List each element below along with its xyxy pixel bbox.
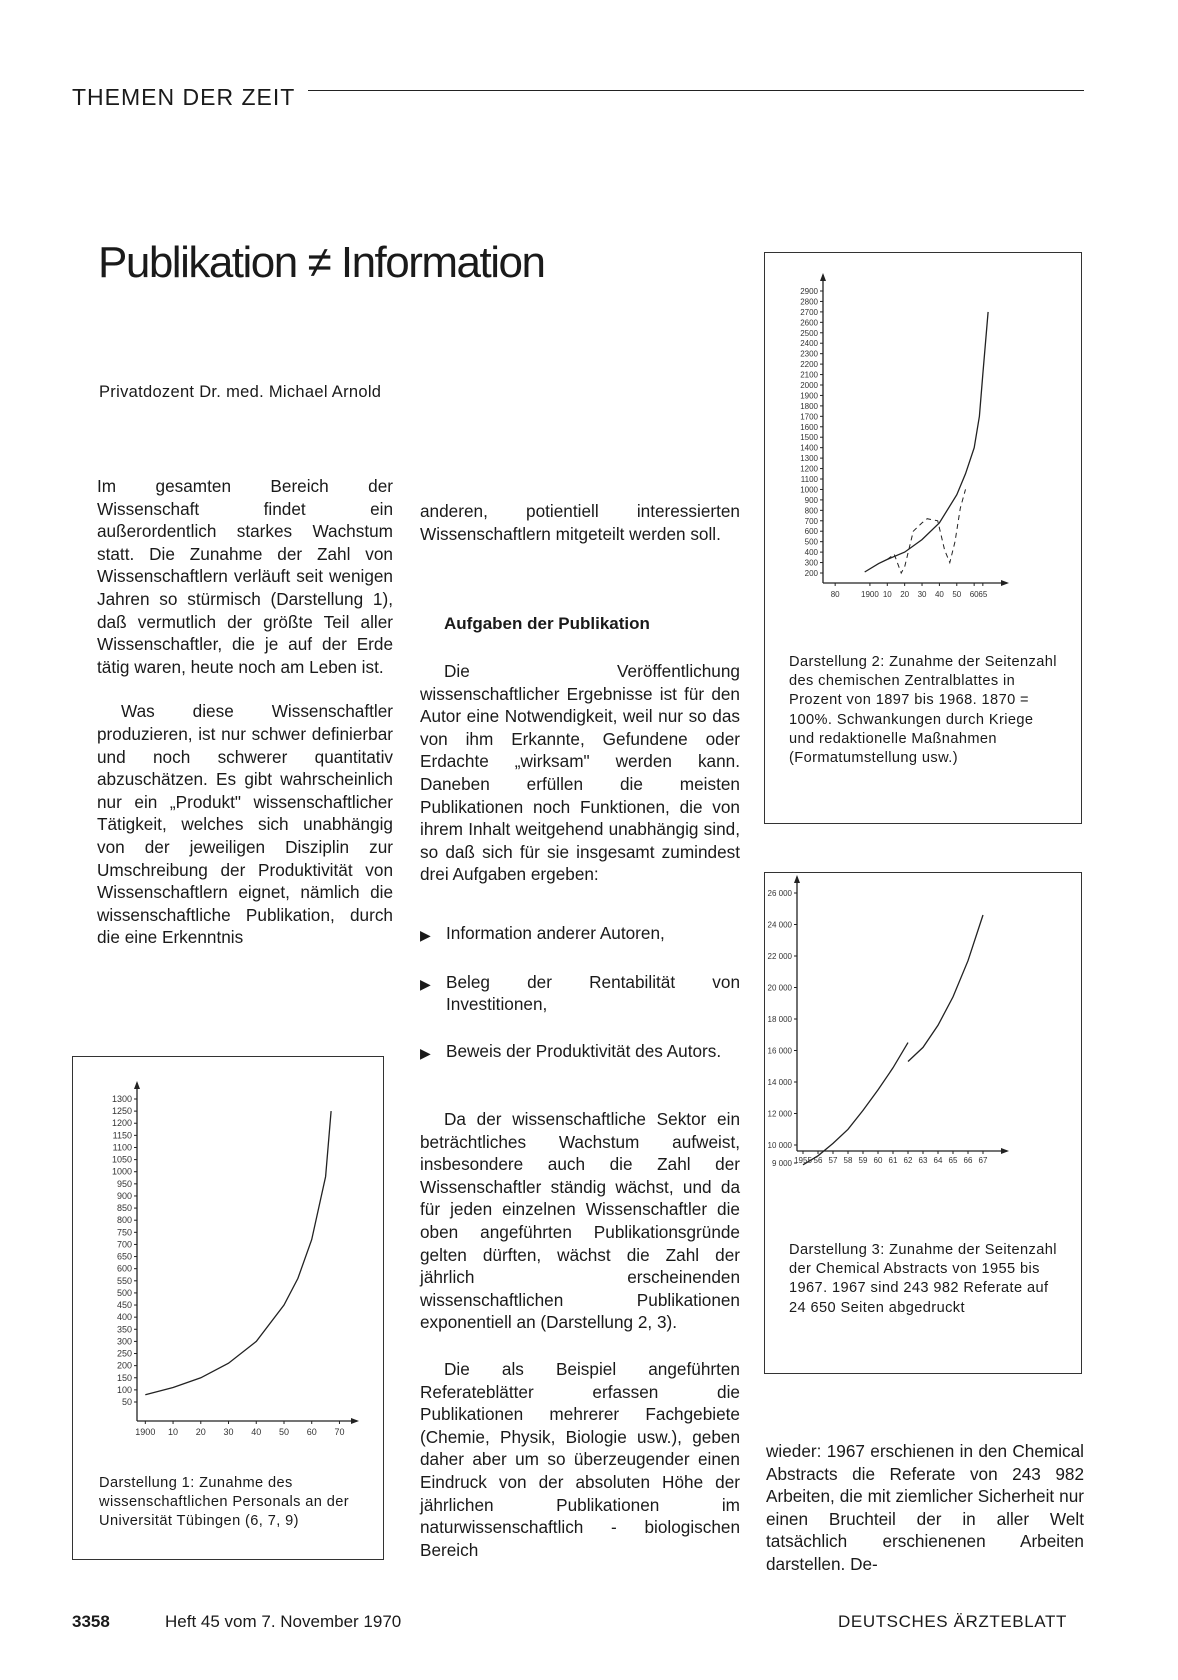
x-tick-label: 1955: [794, 1156, 812, 1165]
y-tick-label: 26 000: [767, 889, 792, 898]
x-tick-label: 66: [963, 1156, 973, 1165]
column-2-top: [420, 500, 740, 545]
y-tick-label: 250: [116, 1348, 132, 1359]
y-tick-label: 1600: [800, 422, 818, 432]
figure-1: [72, 1056, 384, 1560]
y-tick-label: 300: [116, 1336, 132, 1347]
x-tick-label: 60: [969, 590, 979, 599]
figure-3-caption: Darstellung 3: Zunahme der Seitenzahl der Chemical Abstracts von 1955 bis 1967. 1967 sind 243 982 Referate auf 24 650 Seiten abgedruckt: [789, 1242, 1057, 1316]
x-tick-label: 62: [903, 1156, 913, 1165]
y-tick-label: 1000: [111, 1166, 132, 1177]
y-tick-label: 550: [116, 1275, 132, 1286]
y-tick-label: 9 000: [771, 1159, 792, 1168]
triangle-bullet-icon: ▶: [420, 975, 431, 992]
list-item: [420, 971, 740, 1016]
x-tick-label: 59: [858, 1156, 868, 1165]
list-item-text: Beweis der Produktivität des Autors.: [446, 1040, 722, 1061]
chart-1: [73, 1057, 383, 1467]
y-axis-arrow-icon: [134, 1081, 140, 1089]
y-tick-label: 18 000: [767, 1015, 792, 1024]
series-line: [803, 1043, 908, 1165]
x-tick-label: 10: [882, 590, 892, 599]
x-axis-arrow-icon: [1001, 580, 1009, 586]
x-tick-label: 63: [918, 1156, 928, 1165]
y-tick-label: 1400: [800, 443, 818, 453]
y-tick-label: 2800: [800, 297, 818, 307]
column-3-bottom: [766, 1440, 1084, 1576]
y-tick-label: 12 000: [767, 1109, 792, 1119]
y-tick-label: 1050: [111, 1154, 132, 1165]
author-line: Privatdozent Dr. med. Michael Arnold: [99, 383, 382, 401]
x-tick-label: 30: [223, 1427, 234, 1437]
figure-3: [764, 872, 1082, 1374]
y-tick-label: 1800: [800, 401, 818, 411]
paragraph: Die als Beispiel angeführten Referateblätter erfassen die Publikationen mehrerer Fachgebiete (Chemie, Physik, Biologie usw.), geben daher aber um so überzeugender einen Eindruck von der absoluten Höhe der jährlichen Publikationen im naturwissenschaftlich - biologischen Bereich: [420, 1358, 740, 1560]
y-tick-label: 900: [116, 1190, 132, 1201]
y-tick-label: 200: [804, 569, 818, 578]
y-tick-label: 50: [121, 1397, 132, 1407]
x-axis-arrow-icon: [351, 1418, 359, 1424]
x-tick-label: 20: [195, 1427, 206, 1437]
series-line: [887, 489, 965, 573]
y-tick-label: 20 000: [767, 983, 792, 993]
y-tick-label: 300: [804, 558, 818, 568]
x-tick-label: 61: [888, 1156, 898, 1165]
y-tick-label: 1100: [112, 1142, 132, 1153]
y-tick-label: 850: [116, 1203, 132, 1214]
x-tick-label: 50: [952, 590, 962, 599]
y-tick-label: 2400: [800, 339, 818, 349]
x-tick-label: 40: [934, 590, 944, 599]
y-tick-label: 1000: [800, 485, 818, 495]
x-tick-label: 20: [900, 590, 910, 599]
y-tick-label: 700: [804, 516, 818, 526]
y-axis-arrow-icon: [794, 875, 800, 883]
y-tick-label: 10 000: [767, 1141, 792, 1150]
x-tick-label: 56: [813, 1156, 823, 1165]
y-tick-label: 400: [804, 548, 818, 558]
issue-line: Heft 45 vom 7. November 1970: [165, 1612, 402, 1631]
x-tick-label: 58: [843, 1156, 853, 1165]
x-tick-label: 50: [278, 1427, 289, 1437]
subheading: Aufgaben der Publikation: [444, 614, 650, 633]
paragraph: Die Veröffentlichung wissenschaftlicher Ergebnisse ist für den Autor eine Notwendigkeit, weil nur so das von ihm Erkannte, Gefundene oder Erdachte „wirksam" werden kann. Daneben erfüllen die meisten Publikationen noch Funktionen, die von ihrem Inhalt weitgehend unabhängig sind, so daß sich für sie insgesamt zumindest drei Aufgaben ergeben:: [420, 661, 740, 885]
y-tick-label: 1200: [111, 1118, 132, 1129]
list-item-text: Beleg der Rentabilität von Investitionen,: [446, 971, 740, 1015]
y-tick-label: 500: [804, 537, 818, 547]
header-rule: [308, 90, 1084, 91]
journal-name: DEUTSCHES ÄRZTEBLATT: [838, 1612, 1067, 1631]
paragraph: wieder: 1967 erschienen in den Chemical Abstracts die Referate von 243 982 Arbeiten, die mit ziemlicher Sicherheit nur einen Bruchteil der in aller Welt tatsächlich erschienenen Arbeiten darstellen. De-: [766, 1441, 1084, 1574]
y-tick-label: 1150: [112, 1130, 132, 1141]
series-line: [908, 915, 983, 1062]
y-tick-label: 800: [804, 506, 818, 516]
y-tick-label: 1500: [800, 433, 818, 443]
y-tick-label: 450: [116, 1300, 132, 1311]
x-tick-label: 65: [978, 590, 988, 599]
column-2-bottom: [420, 1108, 740, 1561]
x-tick-label: 30: [917, 590, 927, 599]
x-tick-label: 64: [933, 1156, 943, 1165]
y-tick-label: 750: [116, 1227, 132, 1238]
x-tick-label: 60: [873, 1156, 883, 1165]
paragraph: anderen, potientiell interessierten Wissenschaftlern mitgeteilt werden soll.: [420, 501, 740, 544]
x-tick-label: 65: [948, 1156, 958, 1165]
paragraph: Im gesamten Bereich der Wissenschaft findet ein außerordentlich starkes Wachstum statt. Die Zunahme der Zahl von Wissenschaftlern verläuft seit wenigen Jahren so stürmisch (Darstellung 1), daß vermutlich der größte Teil aller Wissenschaftler, die je auf der Erde tätig waren, heute noch am Leben ist.: [97, 476, 393, 677]
x-tick-label: 67: [978, 1156, 988, 1165]
y-tick-label: 24 000: [767, 920, 792, 930]
y-tick-label: 14 000: [767, 1078, 792, 1087]
y-tick-label: 2100: [800, 370, 818, 380]
y-tick-label: 650: [116, 1251, 132, 1262]
y-tick-label: 22 000: [767, 952, 792, 961]
y-tick-label: 700: [116, 1239, 132, 1250]
y-tick-label: 1250: [111, 1106, 132, 1117]
y-tick-label: 500: [116, 1287, 132, 1298]
y-tick-label: 150: [116, 1372, 132, 1383]
list-item: [420, 922, 740, 947]
y-tick-label: 1300: [111, 1094, 132, 1104]
x-tick-label: 70: [334, 1427, 345, 1437]
page-number: 3358: [72, 1612, 110, 1631]
bullet-list: [420, 922, 740, 1088]
y-tick-label: 2600: [800, 318, 818, 328]
y-tick-label: 1200: [800, 464, 818, 474]
y-tick-label: 2700: [800, 307, 818, 317]
y-tick-label: 16 000: [767, 1046, 792, 1056]
y-tick-label: 400: [116, 1312, 132, 1323]
figure-2: [764, 252, 1082, 824]
list-item: [420, 1040, 740, 1065]
x-tick-label: 80: [830, 590, 840, 599]
y-tick-label: 1700: [800, 412, 818, 422]
paragraph: Was diese Wissenschaftler produzieren, ist nur schwer definierbar und noch schwerer quantitativ abzuschätzen. Es gibt wahrscheinlich nur ein „Produkt" wissenschaftlicher Tätigkeit, welches sich unabhängig von der jeweiligen Disziplin zur Umschreibung der Produktivität von Wissenschaftlern eignet, nämlich die wissenschaftliche Publikation, durch die eine Erkenntnis: [97, 701, 393, 948]
y-tick-label: 950: [116, 1178, 132, 1189]
y-tick-label: 800: [116, 1215, 132, 1226]
x-axis-arrow-icon: [1001, 1148, 1009, 1154]
y-tick-label: 1300: [800, 454, 818, 464]
series-line: [145, 1111, 331, 1395]
triangle-bullet-icon: ▶: [420, 927, 431, 943]
x-tick-label: 10: [168, 1427, 179, 1437]
figure-2-caption: Darstellung 2: Zunahme der Seitenzahl des chemischen Zentralblattes in Prozent von 1897 bis 1968. 1870 = 100%. Schwankungen durch Kriege und redaktionelle Maßnahmen (Formatumstellung usw.): [789, 654, 1057, 767]
y-tick-label: 2900: [800, 287, 818, 296]
y-tick-label: 2000: [800, 381, 818, 390]
y-tick-label: 600: [116, 1263, 132, 1274]
x-tick-label: 57: [828, 1156, 838, 1165]
chart-2: [765, 253, 1081, 643]
figure-1-caption: Darstellung 1: Zunahme des wissenschaftlichen Personals an der Universität Tübingen (6, 7, 9): [99, 1475, 350, 1530]
y-tick-label: 900: [804, 495, 818, 505]
article-title: Publikation ≠ Information: [98, 238, 545, 287]
section-label: THEMEN DER ZEIT: [72, 84, 296, 110]
series-line: [865, 312, 988, 572]
column-1: [97, 475, 393, 949]
y-tick-label: 2300: [800, 349, 818, 359]
y-tick-label: 200: [116, 1360, 132, 1371]
column-2-middle: [420, 660, 740, 886]
x-tick-label: 60: [306, 1427, 317, 1437]
chart-3: [765, 873, 1081, 1233]
y-tick-label: 2200: [800, 360, 818, 370]
list-item-text: Information anderer Autoren,: [446, 923, 665, 943]
y-tick-label: 1900: [800, 391, 818, 401]
y-tick-label: 2500: [800, 328, 818, 338]
y-tick-label: 600: [804, 527, 818, 537]
y-tick-label: 100: [116, 1384, 132, 1395]
triangle-bullet-icon: ▶: [420, 1044, 431, 1061]
y-tick-label: 350: [116, 1324, 132, 1335]
paragraph: Da der wissenschaftliche Sektor ein beträchtliches Wachstum aufweist, insbesondere auch die Zahl der Wissenschaftler ständig wächst, und da für jeden einzelnen Wissenschaftler die oben angeführten Publikationsgründe gelten dürften, wächst die Zahl der jährlich erscheinenden wissenschaftlichen Publikationen exponentiell an (Darstellung 2, 3).: [420, 1109, 740, 1333]
x-tick-label: 1900: [135, 1427, 156, 1437]
x-tick-label: 40: [251, 1427, 262, 1437]
y-tick-label: 1100: [800, 475, 818, 484]
x-tick-label: 1900: [861, 590, 879, 599]
y-axis-arrow-icon: [820, 273, 826, 281]
